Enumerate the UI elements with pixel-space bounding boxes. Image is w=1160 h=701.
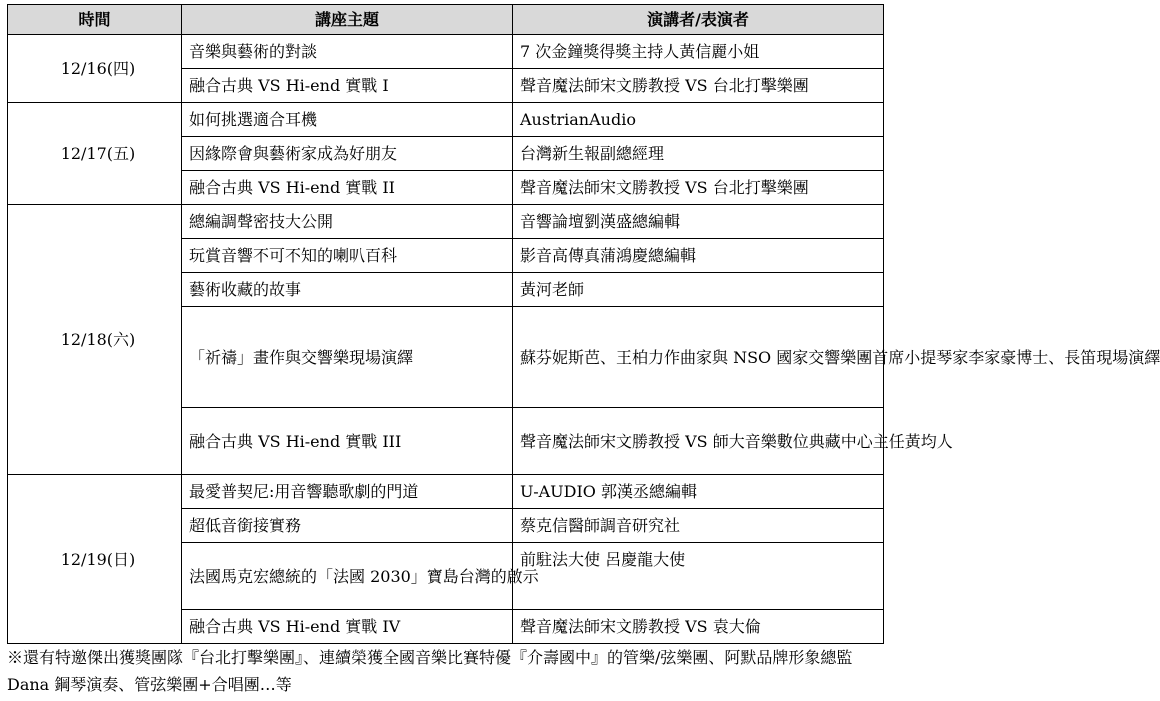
speaker-cell: 聲音魔法師宋文勝教授 VS 師大音樂數位典藏中心主任黃均人 xyxy=(513,408,884,475)
header-topic: 講座主題 xyxy=(182,5,513,35)
header-row xyxy=(8,5,884,35)
header-time: 時間 xyxy=(8,5,182,35)
topic-cell: 融合古典 VS Hi-end 實戰 I xyxy=(182,69,513,103)
topic-cell: 如何挑選適合耳機 xyxy=(182,103,513,137)
date-cell: 12/17(五) xyxy=(8,103,182,205)
speaker-cell: U-AUDIO 郭漢丞總編輯 xyxy=(513,475,884,509)
topic-cell: 融合古典 VS Hi-end 實戰 III xyxy=(182,408,513,475)
speaker-cell: 蔡克信醫師調音研究社 xyxy=(513,509,884,543)
speaker-cell: 影音高傳真蒲鴻慶總編輯 xyxy=(513,239,884,273)
topic-cell: 總編調聲密技大公開 xyxy=(182,205,513,239)
topic-cell: 融合古典 VS Hi-end 實戰 IV xyxy=(182,610,513,644)
header-speaker: 演講者/表演者 xyxy=(513,5,884,35)
topic-cell: 藝術收藏的故事 xyxy=(182,273,513,307)
speaker-cell: 音響論壇劉漢盛總編輯 xyxy=(513,205,884,239)
topic-cell: 超低音銜接實務 xyxy=(182,509,513,543)
topic-cell: 因緣際會與藝術家成為好朋友 xyxy=(182,137,513,171)
table-row xyxy=(8,205,884,239)
topic-cell: 融合古典 VS Hi-end 實戰 II xyxy=(182,171,513,205)
table-row xyxy=(8,35,884,69)
speaker-cell: 台灣新生報副總經理 xyxy=(513,137,884,171)
topic-cell: 最愛普契尼:用音響聽歌劇的門道 xyxy=(182,475,513,509)
topic-cell: 法國馬克宏總統的「法國 2030」寶島台灣的啟示 xyxy=(182,543,513,610)
speaker-cell: 聲音魔法師宋文勝教授 VS 台北打擊樂團 xyxy=(513,69,884,103)
date-cell: 12/18(六) xyxy=(8,205,182,475)
speaker-cell: 聲音魔法師宋文勝教授 VS 台北打擊樂團 xyxy=(513,171,884,205)
topic-cell: 「祈禱」畫作與交響樂現場演繹 xyxy=(182,307,513,408)
speaker-cell: AustrianAudio xyxy=(513,103,884,137)
schedule-table xyxy=(7,4,1160,644)
date-cell: 12/19(日) xyxy=(8,475,182,644)
date-cell: 12/16(四) xyxy=(8,35,182,103)
speaker-cell: 黃河老師 xyxy=(513,273,884,307)
speaker-cell: 前駐法大使 呂慶龍大使 xyxy=(513,543,884,610)
footnote: ※還有特邀傑出獲獎團隊『台北打擊樂團』、連續榮獲全國音樂比賽特優『介壽國中』的管樂/弦樂團、阿默品牌形象總監 Dana 鋼琴演奏、管弦樂團+合唱團…等 xyxy=(7,648,853,694)
speaker-cell: 聲音魔法師宋文勝教授 VS 袁大倫 xyxy=(513,610,884,644)
speaker-cell: 7 次金鐘獎得獎主持人黃信麗小姐 xyxy=(513,35,884,69)
topic-cell: 玩賞音響不可不知的喇叭百科 xyxy=(182,239,513,273)
speaker-cell: 蘇芬妮斯芭、王柏力作曲家與 NSO 國家交響樂團首席小提琴家李家豪博士、長笛現場演繹 xyxy=(513,307,884,408)
table-row xyxy=(8,475,884,509)
topic-cell: 音樂與藝術的對談 xyxy=(182,35,513,69)
table-row xyxy=(8,103,884,137)
